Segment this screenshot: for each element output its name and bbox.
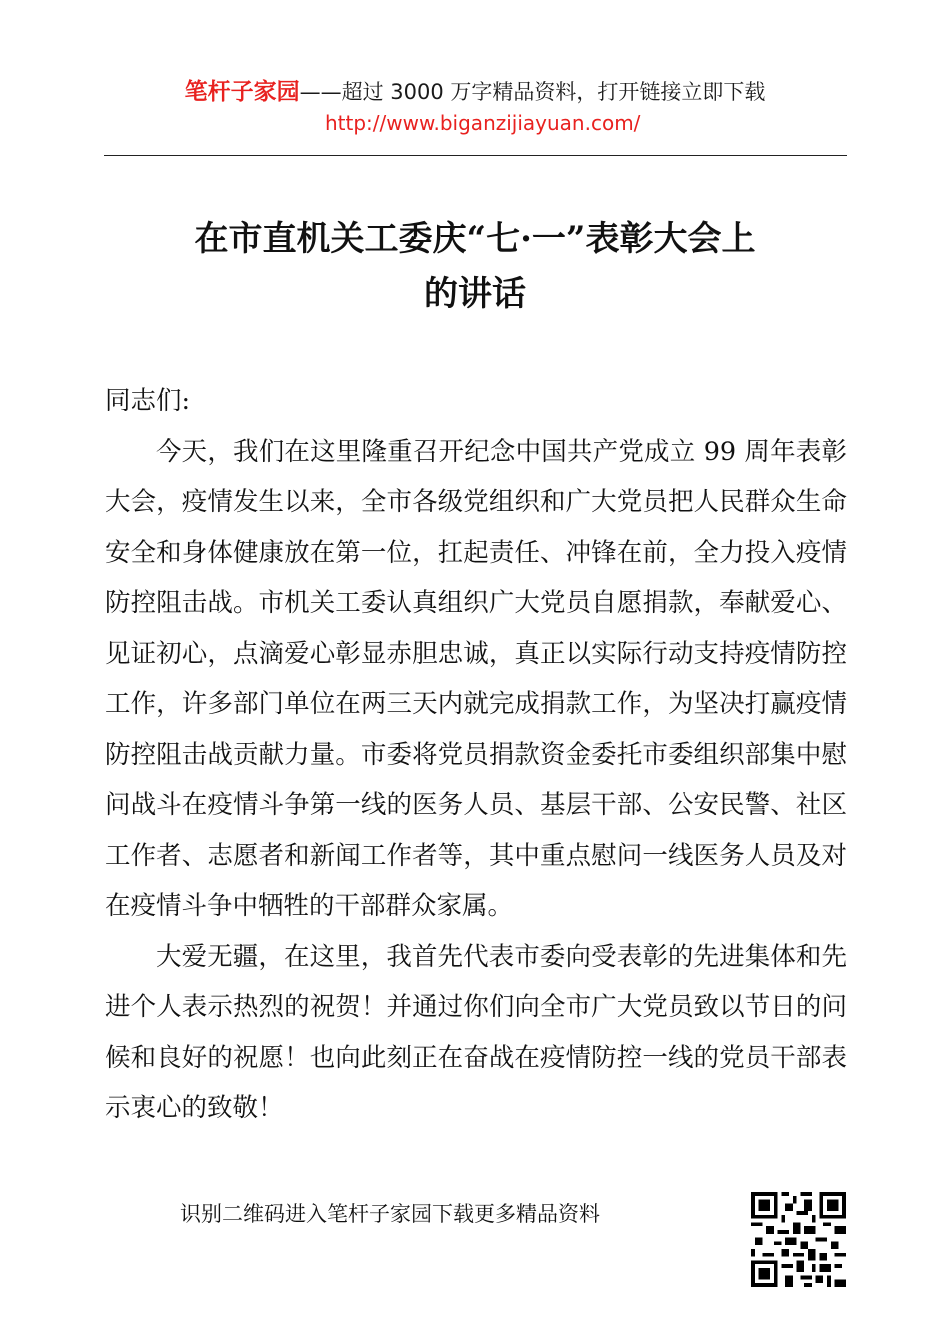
title-line-1: 在市直机关工委庆“七·一”表彰大会上 [194,219,756,259]
salutation: 同志们: [105,386,191,416]
header-banner [105,76,845,108]
body-paragraph-2: 大爱无疆，在这里，我首先代表市委向受表彰的先进集体和先进个人表示热烈的祝贺！并通过你们向全市广大党员致以节日的问候和良好的祝愿！也向此刻正在奋战在疫情防控一线的党员干部表示衷心的致敬！ [105,941,847,1123]
header-divider [104,155,847,156]
page-header [105,76,845,138]
document-title [100,212,850,322]
header-url-link[interactable]: http://www.biganzijiayuan.com/ [325,111,641,135]
title-line-2: 的讲话 [424,274,526,314]
brand-name[interactable]: 笔杆子家园 [184,79,300,105]
header-slogan: ——超过 3000 万字精品资料，打开链接立即下载 [299,80,766,104]
body-paragraph-1: 今天，我们在这里隆重召开纪念中国共产党成立 99 周年表彰大会，疫情发生以来，全市各级党组织和广大党员把人民群众生命安全和身体健康放在第一位，扛起责任、冲锋在前，全力投入疫情防控阻击战。市机关工委认真组织广大党员自愿捐款，奉献爱心、见证初心，点滴爱心彰显赤胆忠诚，真正以实际行动支持疫情防控工作，许多部门单位在两三天内就完成捐款工作，为坚决打赢疫情防控阻击战贡献力量。市委将党员捐款资金委托市委组织部集中慰问战斗在疫情斗争第一线的医务人员、基层干部、公安民警、社区工作者、志愿者和新闻工作者等，其中重点慰问一线医务人员及对在疫情斗争中牺牲的干部群众家属。 [105,436,847,921]
document-body [105,376,847,1134]
footer-qr-caption: 识别二维码进入笔杆子家园下载更多精品资料 [180,1202,600,1226]
qr-code-icon[interactable] [750,1192,847,1287]
